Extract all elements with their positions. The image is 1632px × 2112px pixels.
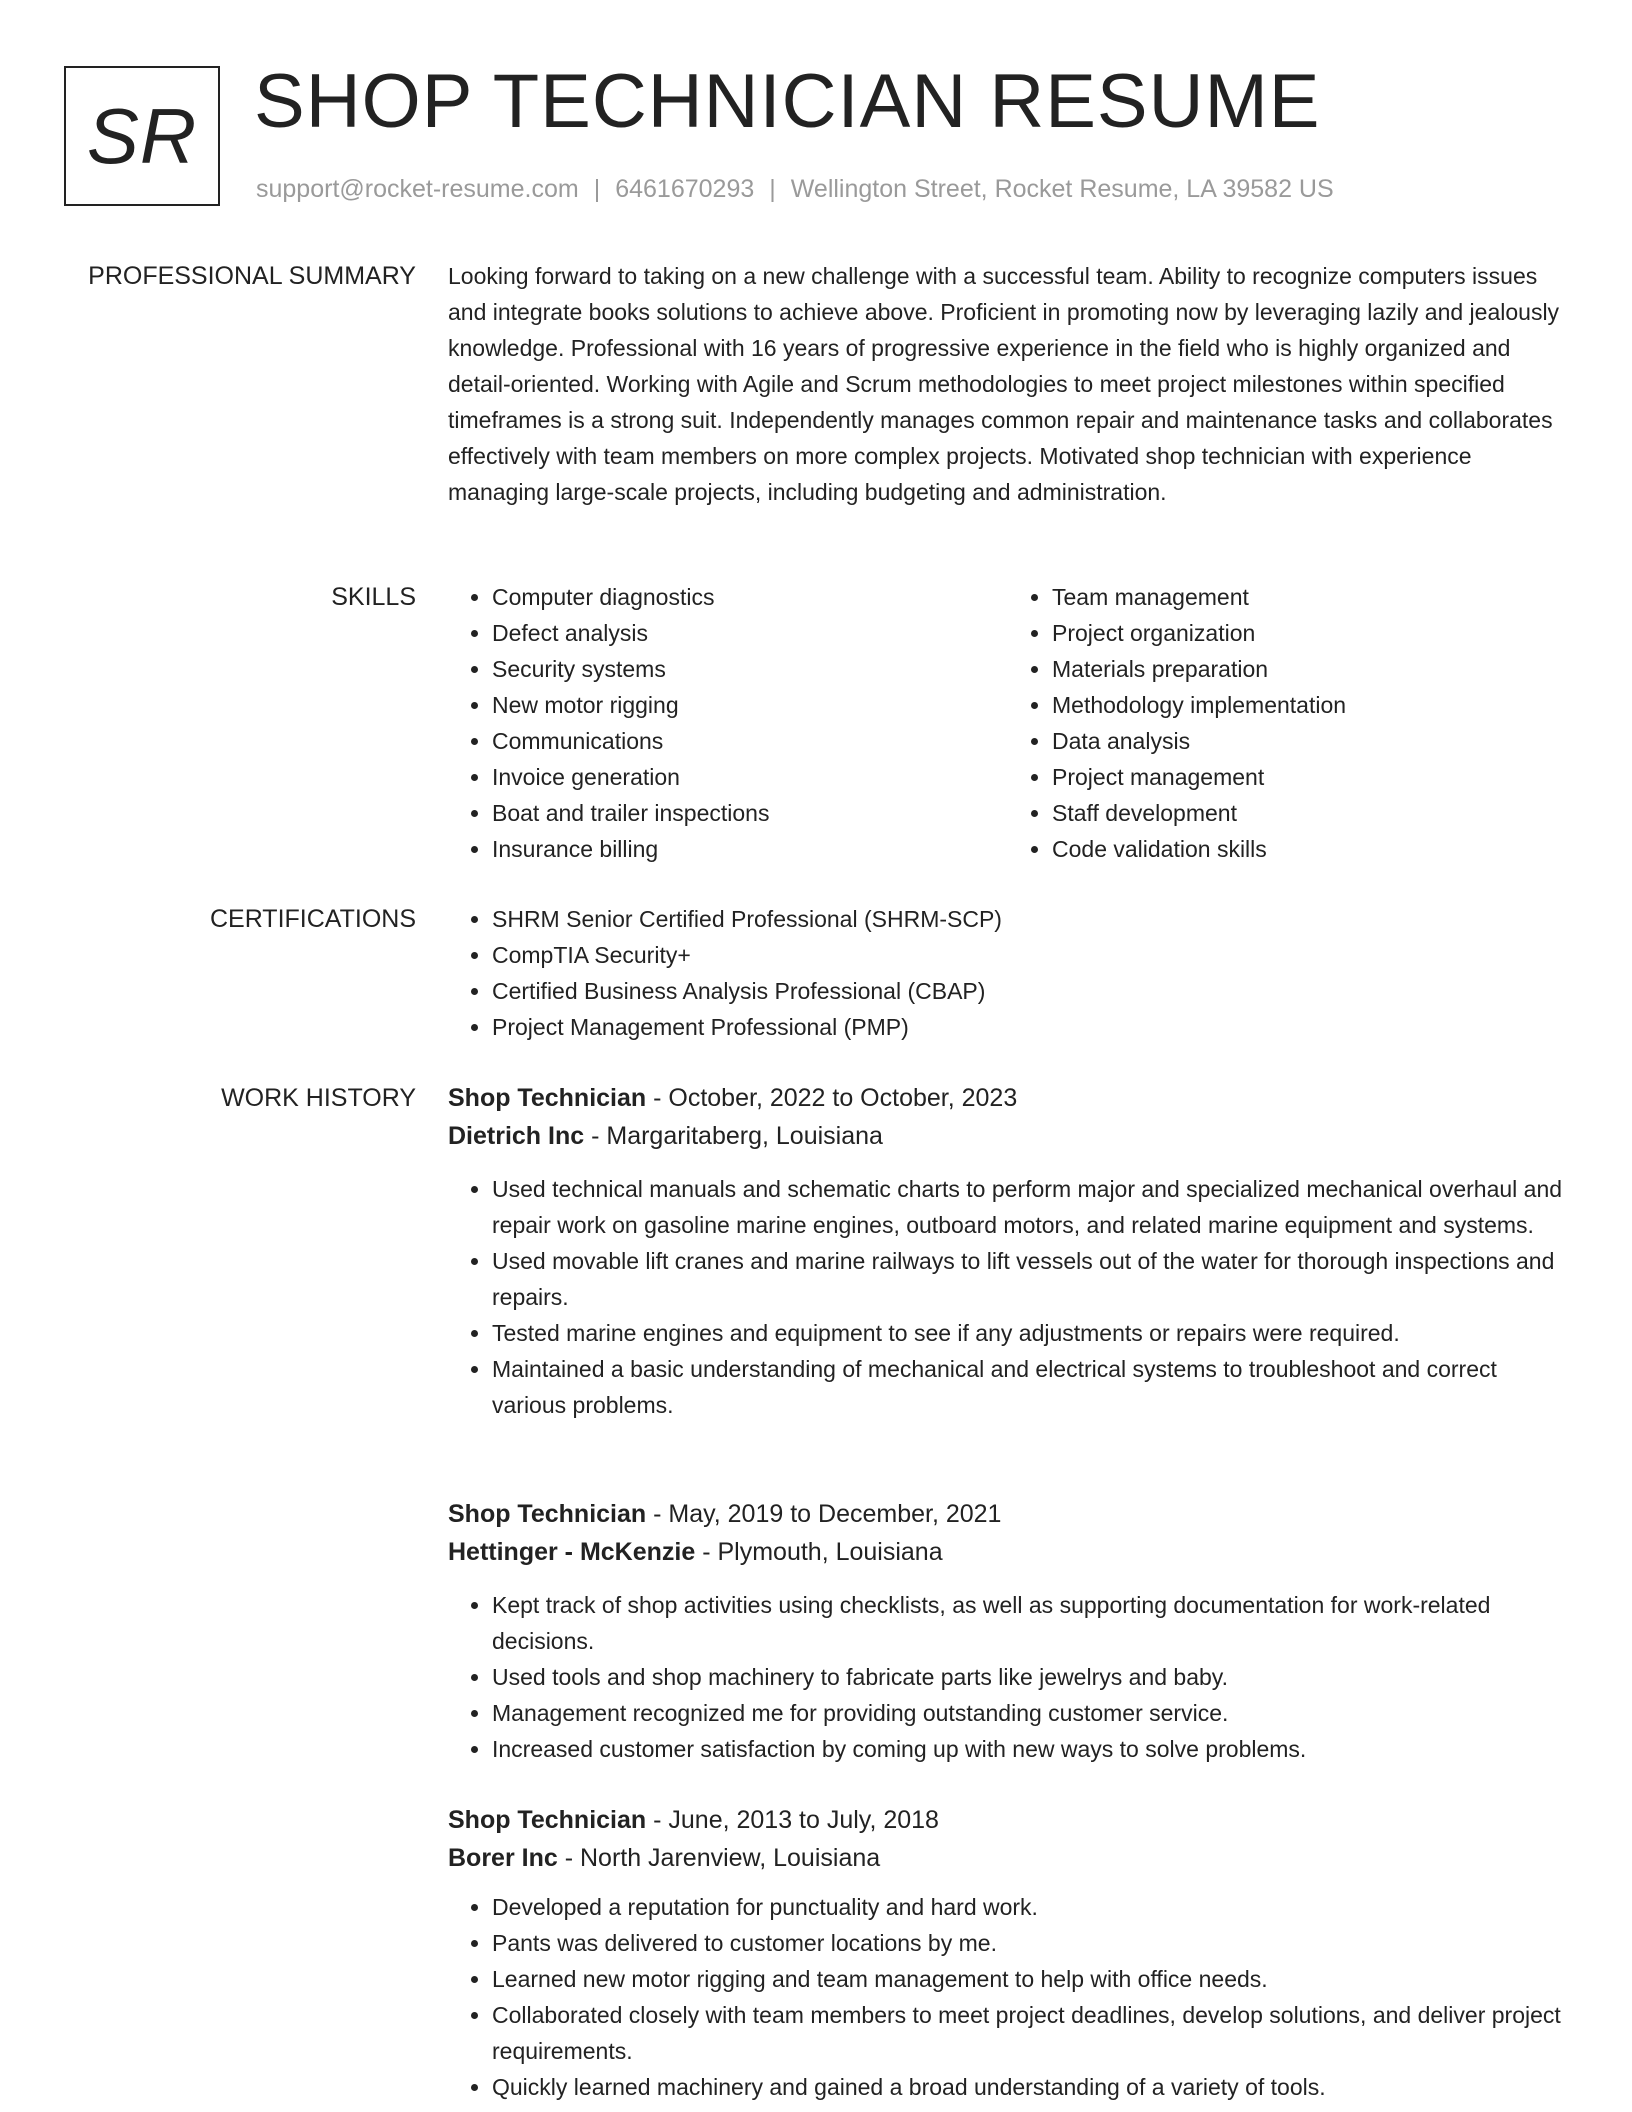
job-bullets (448, 1889, 1568, 2105)
job-title-line (448, 1495, 1568, 1533)
job-company-line (448, 1839, 1568, 1877)
contact-separator: | (593, 175, 601, 203)
skill-item: • Computer diagnostics (492, 579, 1008, 615)
job-bullet: • Increased customer satisfaction by coming up with new ways to solve problems. (492, 1731, 1568, 1767)
resume-title: SHOP TECHNICIAN RESUME (254, 59, 1321, 144)
skills-list-left (448, 579, 1008, 867)
skill-item: • Project management (1052, 759, 1568, 795)
certification-item: • CompTIA Security+ (492, 937, 1568, 973)
skill-item: • Communications (492, 723, 1008, 759)
skill-item: • Team management (1052, 579, 1568, 615)
job-bullet: • Used movable lift cranes and marine railways to lift vessels out of the water for thorough inspections and repairs. (492, 1243, 1568, 1315)
job-bullet: • Quickly learned machinery and gained a broad understanding of a variety of tools. (492, 2069, 1568, 2105)
skill-item: • Insurance billing (492, 831, 1008, 867)
certification-item: • Certified Business Analysis Professional (CBAP) (492, 973, 1568, 1009)
section-label-summary: PROFESSIONAL SUMMARY (88, 262, 416, 290)
skill-item: • Code validation skills (1052, 831, 1568, 867)
contact-separator: | (769, 175, 776, 203)
job-entry (448, 1079, 1568, 1423)
section-label-work-history: WORK HISTORY (221, 1084, 416, 1112)
skill-item: • Defect analysis (492, 615, 1008, 651)
certification-item: • SHRM Senior Certified Professional (SHRM-SCP) (492, 901, 1568, 937)
job-bullet: • Maintained a basic understanding of mechanical and electrical systems to troubleshoot and correct various problems. (492, 1351, 1568, 1423)
job-title-line (448, 1079, 1568, 1117)
job-location: - North Jarenview, Louisiana (557, 1844, 881, 1872)
skill-item: • Project organization (1052, 615, 1568, 651)
job-company: Dietrich Inc (448, 1122, 585, 1150)
certification-item: • Project Management Professional (PMP) (492, 1009, 1568, 1045)
skill-item: • New motor rigging (492, 687, 1008, 723)
job-location: - Plymouth, Louisiana (695, 1538, 943, 1566)
job-bullet: • Learned new motor rigging and team management to help with office needs. (492, 1961, 1568, 1997)
section-skills (448, 579, 1568, 867)
job-title: Shop Technician (448, 1500, 647, 1528)
skill-item: • Boat and trailer inspections (492, 795, 1008, 831)
section-certifications (448, 901, 1568, 1045)
job-bullet: • Tested marine engines and equipment to see if any adjustments or repairs were required. (492, 1315, 1568, 1351)
skill-item: • Security systems (492, 651, 1008, 687)
job-bullet: • Developed a reputation for punctuality and hard work. (492, 1889, 1568, 1925)
job-entry (448, 1801, 1568, 2105)
contact-email: support@rocket-resume.com (256, 175, 579, 203)
summary-text: Looking forward to taking on a new challenge with a successful team. Ability to recognize computers issues and integrate books solutions to achieve above. Proficient in promoting now by leveraging lazily and jealously knowledge. Professional with 16 years of progressive experience in the field who is highly organized and detail-oriented. Working with Agile and Scrum methodologies to meet project milestones within specified timeframes is a strong suit. Independently manages common repair and maintenance tasks and collaborates effectively with team members on more complex projects. Motivated shop technician with experience managing large-scale projects, including budgeting and administration. (448, 263, 1560, 505)
skills-list-right (1008, 579, 1568, 867)
job-title-line (448, 1801, 1568, 1839)
skill-item: • Data analysis (1052, 723, 1568, 759)
skill-item: • Staff development (1052, 795, 1568, 831)
job-company: Hettinger - McKenzie (448, 1538, 696, 1566)
job-title: Shop Technician (448, 1806, 647, 1834)
skill-item: • Methodology implementation (1052, 687, 1568, 723)
skill-item: • Invoice generation (492, 759, 1008, 795)
job-bullet: • Pants was delivered to customer locations by me. (492, 1925, 1568, 1961)
job-bullet: • Collaborated closely with team members to meet project deadlines, develop solutions, and deliver project requirements. (492, 1997, 1568, 2069)
job-bullet: • Kept track of shop activities using checklists, as well as supporting documentation for work-related decisions. (492, 1587, 1568, 1659)
section-label-certifications: CERTIFICATIONS (209, 905, 416, 933)
job-entry (448, 1495, 1568, 1767)
job-dates: - June, 2013 to July, 2018 (646, 1806, 939, 1834)
job-bullets (448, 1587, 1568, 1767)
section-summary (448, 258, 1568, 510)
certifications-list (448, 901, 1568, 1045)
job-bullet: • Used tools and shop machinery to fabricate parts like jewelrys and baby. (492, 1659, 1568, 1695)
contact-phone: 6461670293 (615, 175, 755, 203)
job-dates: - October, 2022 to October, 2023 (646, 1084, 1018, 1112)
job-company-line (448, 1117, 1568, 1155)
contact-address: Wellington Street, Rocket Resume, LA 39582 US (790, 175, 1334, 203)
job-bullets (448, 1171, 1568, 1423)
job-bullet: • Used technical manuals and schematic charts to perform major and specialized mechanical overhaul and repair work on gasoline marine engines, outboard motors, and related marine equipment and systems. (492, 1171, 1568, 1243)
job-location: - Margaritaberg, Louisiana (584, 1122, 883, 1150)
section-label-skills: SKILLS (331, 583, 416, 611)
job-dates: - May, 2019 to December, 2021 (646, 1500, 1002, 1528)
job-title: Shop Technician (448, 1084, 647, 1112)
contact-line (256, 174, 1334, 204)
job-company: Borer Inc (448, 1844, 558, 1872)
skill-item: • Materials preparation (1052, 651, 1568, 687)
job-company-line (448, 1533, 1568, 1571)
job-bullet: • Management recognized me for providing outstanding customer service. (492, 1695, 1568, 1731)
monogram-logo: SR (64, 66, 220, 206)
